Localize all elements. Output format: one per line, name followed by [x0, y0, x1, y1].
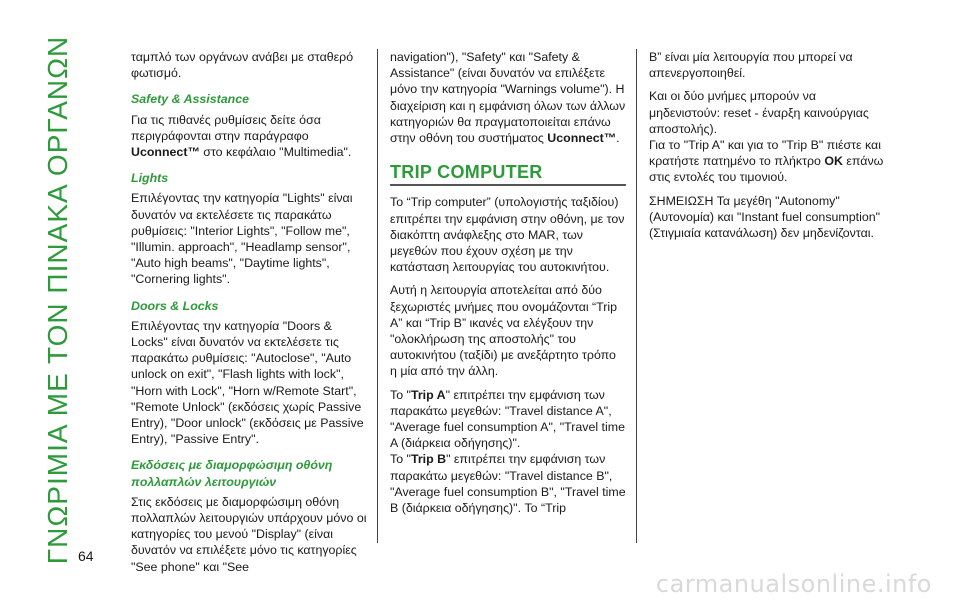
subheading-lights: Lights: [131, 171, 169, 186]
column-2: [390, 49, 626, 523]
paragraph: Στις εκδόσεις με διαμορφώσιμη οθόνη πολλαπλών λειτουργιών υπάρχουν μόνο οι κατηγορίες του μενού "Display" (είναι δυνατόν να επιλέξετε μόνο τις κατηγορίες "See phone" και "See: [131, 494, 367, 574]
paragraph: B” είναι μία λειτουργία που μπορεί να απενεργοποιηθεί.: [649, 50, 853, 81]
subheading-safety: Safety & Assistance: [131, 92, 249, 107]
column-3: [649, 49, 887, 248]
paragraph: Και οι δύο μνήμες μπορούν να μηδενιστούν: reset - έναρξη καινούργιας αποστολής).: [649, 89, 869, 136]
paragraph: Το "Trip A" επιτρέπει την εμφάνιση των παρακάτω μεγεθών: "Travel distance A", "Average fuel consumption A", "Travel time A (διάρκεια οδήγησης)".: [390, 387, 625, 451]
watermark: carmanualsonline.info: [655, 570, 932, 598]
section-heading-trip-computer: TRIP COMPUTER: [390, 164, 626, 186]
paragraph: ταμπλό των οργάνων ανάβει με σταθερό φωτισμό.: [131, 50, 354, 81]
paragraph: Για τις πιθανές ρυθμίσεις δείτε όσα περιγράφονται στην παράγραφο Uconnect™ στο κεφάλαιο "Multimedia".: [131, 112, 352, 160]
subheading-multifunction-display: Εκδόσεις με διαμορφώσιμη οθόνη πολλαπλών λειτουργιών: [131, 458, 333, 489]
paragraph: navigation"), "Safety" και "Safety & Assistance" (είναι δυνατόν να επιλέξετε μόνο την κατηγορία "Warnings volume"). Η διαχείριση και η εμφάνιση όλων των άλλων κατηγοριών θα πραγματοποιείται επάνω στην οθόνη του συστήματος Uconnect™.: [390, 50, 626, 146]
paragraph: Αυτή η λειτουργία αποτελείται από δύο ξεχωριστές μνήμες που ονομάζονται “Trip A” και “Trip B” ικανές να ελέγξουν την "ολοκλήρωση της αποστολής" του αυτοκινήτου (ταξίδι) με ανεξάρτητο τρόπο η μία από την άλλη.: [390, 283, 618, 379]
paragraph: Για το "Trip A" και για το "Trip B" πιέστε και κρατήστε πατημένο το πλήκτρο OK επάνω στις εντολές του τιμονιού.: [649, 138, 884, 185]
column-divider: [377, 49, 378, 543]
chapter-title: ΓΝΩΡΙΜΙΑ ΜΕ ΤΟΝ ΠΙΝΑΚΑ ΟΡΓΑΝΩΝ: [42, 35, 73, 565]
note-paragraph: ΣΗΜΕΙΩΣΗ Τα μεγέθη "Autonomy" (Αυτονομία) και "Instant fuel consumption" (Στιγμιαία κατανάλωση) δεν μηδενίζονται.: [649, 193, 880, 241]
column-divider: [636, 49, 637, 543]
paragraph: Επιλέγοντας την κατηγορία "Lights" είναι δυνατόν να εκτελέσετε τις παρακάτω ρυθμίσεις: "Interior Lights", "Follow me", "Illumin. approach", "Headlamp sensor", "Auto high beams", "Daytime lights", "Cornering lights".: [131, 191, 353, 287]
paragraph: Το “Trip computer” (υπολογιστής ταξιδίου) επιτρέπει την εμφάνιση στην οθόνη, με τον διακόπτη ανάφλεξης στο MAR, των μεγεθών που έχουν σχέση με την κατάσταση λειτουργίας του αυτοκινήτου.: [390, 195, 625, 275]
subheading-doors-locks: Doors & Locks: [131, 298, 219, 313]
paragraph: Το "Trip B" επιτρέπει την εμφάνιση των παρακάτω μεγεθών: "Travel distance B", "Average fuel consumption B", "Travel time B (διάρκεια οδήγησης)". Το “Trip: [390, 452, 626, 516]
page-number: 64: [78, 548, 94, 564]
paragraph: Επιλέγοντας την κατηγορία "Doors & Locks" είναι δυνατόν να εκτελέσετε τις παρακάτω ρυθμίσεις: "Autoclose", "Auto unlock on exit", "Flash lights with lock", "Horn with Lock", "Horn w/Remote Start", "Remote Unlock" (εκδόσεις χωρίς Passive Entry), "Door unlock" (εκδόσεις με Passive Entry), "Passive Entry".: [131, 318, 364, 447]
column-1: [131, 49, 367, 582]
